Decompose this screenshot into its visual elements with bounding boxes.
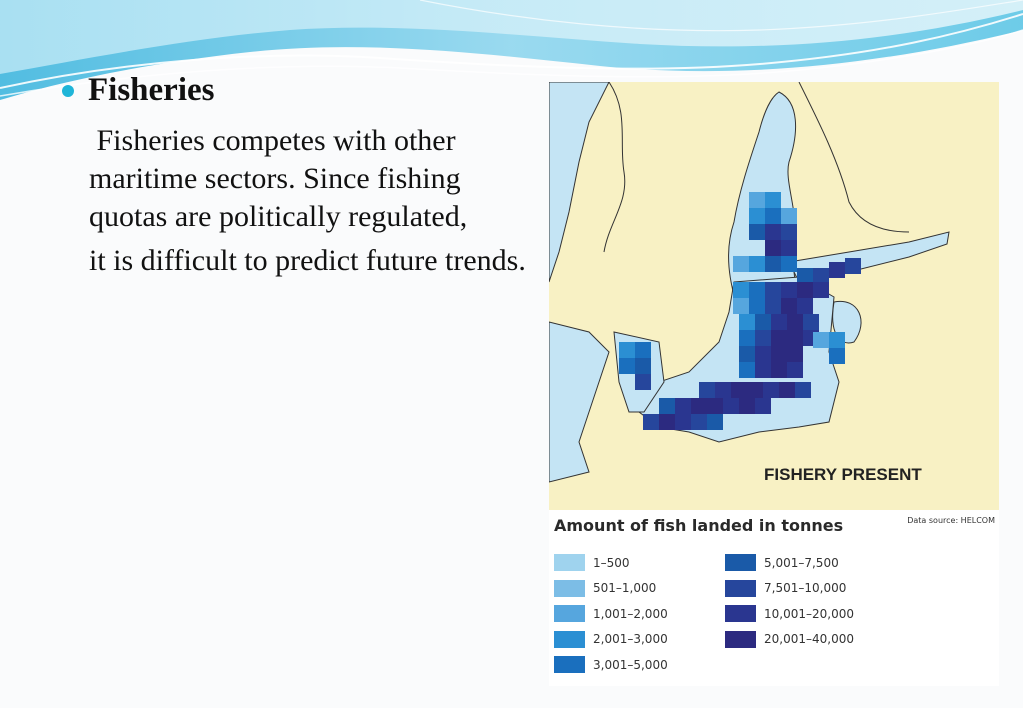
legend-label: 3,001–5,000	[593, 657, 668, 672]
legend-column-left	[554, 550, 668, 678]
fishery-grid-cell	[795, 382, 811, 398]
heading-fisheries: Fisheries	[88, 72, 215, 108]
fishery-grid-cell	[829, 262, 845, 278]
bullet-icon	[62, 85, 74, 97]
legend-item	[554, 550, 668, 576]
fishery-grid-cell	[659, 414, 675, 430]
legend-label: 10,001–20,000	[764, 606, 854, 621]
fishery-grid-cell	[723, 398, 739, 414]
fishery-grid-cell	[749, 208, 765, 224]
legend-item	[725, 576, 854, 602]
fishery-grid-cell	[765, 208, 781, 224]
fishery-grid-cell	[635, 358, 651, 374]
fishery-grid-cell	[755, 398, 771, 414]
text-content	[62, 70, 532, 280]
fishery-grid-cell	[765, 192, 781, 208]
fishery-grid-cell	[781, 240, 797, 256]
fishery-grid-cell	[845, 258, 861, 274]
fishery-grid-cell	[765, 256, 781, 272]
fishery-grid-cell	[739, 398, 755, 414]
fishery-grid-cell	[755, 330, 771, 346]
fishery-grid-cell	[749, 224, 765, 240]
fishery-grid-cell	[787, 346, 803, 362]
fishery-grid-cell	[803, 314, 819, 330]
legend-item	[554, 576, 668, 602]
fishery-grid-cell	[781, 298, 797, 314]
legend-item	[554, 601, 668, 627]
baltic-fishery-map	[549, 82, 999, 510]
paragraph-2: it is difficult to predict future trends.	[89, 244, 526, 277]
fishery-grid-cell	[715, 382, 731, 398]
legend-item	[554, 627, 668, 653]
legend-item	[725, 601, 854, 627]
fishery-grid-cell	[781, 208, 797, 224]
legend-item	[554, 652, 668, 678]
legend-swatch	[725, 554, 756, 571]
fishery-grid-cell	[635, 342, 651, 358]
fishery-grid-cell	[707, 398, 723, 414]
legend-label: 20,001–40,000	[764, 632, 854, 647]
fishery-grid-cell	[765, 298, 781, 314]
fishery-grid-cell	[733, 298, 749, 314]
data-source-label: Data source: HELCOM	[907, 516, 995, 525]
fishery-grid-cell	[787, 314, 803, 330]
legend-swatch	[554, 580, 585, 597]
legend-label: 1–500	[593, 555, 630, 570]
fishery-grid-cell	[739, 330, 755, 346]
legend-swatch	[554, 656, 585, 673]
legend-item	[725, 627, 854, 653]
fishery-grid-cell	[659, 398, 675, 414]
legend-swatch	[554, 631, 585, 648]
map-legend	[549, 512, 999, 686]
paragraph-1: Fisheries competes with other maritime sectors. Since fishing quotas are politically regulated,	[89, 124, 469, 233]
legend-column-right	[725, 550, 854, 652]
fishery-grid-cell	[739, 314, 755, 330]
legend-label: 7,501–10,000	[764, 581, 847, 596]
fishery-grid-cell	[699, 382, 715, 398]
fishery-grid-cell	[781, 282, 797, 298]
fishery-grid-cell	[619, 342, 635, 358]
fishery-grid-cell	[797, 282, 813, 298]
fishery-grid-cell	[755, 362, 771, 378]
legend-swatch	[554, 605, 585, 622]
fishery-grid-cell	[829, 332, 845, 348]
fishery-grid-cell	[635, 374, 651, 390]
fishery-grid-cell	[749, 256, 765, 272]
legend-label: 501–1,000	[593, 581, 657, 596]
fishery-grid-cell	[755, 346, 771, 362]
legend-label: 5,001–7,500	[764, 555, 839, 570]
map-title: FISHERY PRESENT	[764, 465, 922, 484]
fishery-grid-cell	[763, 382, 779, 398]
fishery-grid-cell	[765, 224, 781, 240]
fishery-grid-cell	[749, 282, 765, 298]
fishery-grid-cell	[739, 346, 755, 362]
fishery-grid-cell	[707, 414, 723, 430]
fishery-grid-cell	[691, 398, 707, 414]
fishery-grid-cell	[771, 362, 787, 378]
bullet-heading-row	[62, 70, 532, 110]
fishery-grid-cell	[733, 282, 749, 298]
legend-title: Amount of fish landed in tonnes	[554, 516, 844, 535]
legend-swatch	[554, 554, 585, 571]
fishery-grid-cell	[797, 298, 813, 314]
fishery-grid-cell	[771, 314, 787, 330]
legend-swatch	[725, 580, 756, 597]
fishery-grid-cell	[813, 332, 829, 348]
fishery-grid-cell	[755, 314, 771, 330]
fishery-grid-cell	[691, 414, 707, 430]
fishery-grid-cell	[643, 414, 659, 430]
fishery-grid-cell	[619, 358, 635, 374]
fishery-grid-cell	[797, 268, 813, 284]
fishery-grid-cell	[787, 362, 803, 378]
fishery-grid-cell	[787, 330, 803, 346]
fishery-grid-cell	[813, 282, 829, 298]
fishery-map-figure	[549, 82, 999, 686]
legend-swatch	[725, 605, 756, 622]
legend-swatch	[725, 631, 756, 648]
fishery-grid-cell	[765, 282, 781, 298]
fishery-grid-cell	[813, 268, 829, 284]
fishery-grid-cell	[749, 298, 765, 314]
legend-label: 1,001–2,000	[593, 606, 668, 621]
fishery-grid-cell	[781, 256, 797, 272]
legend-label: 2,001–3,000	[593, 632, 668, 647]
fishery-grid-cell	[779, 382, 795, 398]
fishery-grid-cell	[675, 414, 691, 430]
fishery-grid-cell	[771, 346, 787, 362]
legend-item	[725, 550, 854, 576]
fishery-grid-cell	[781, 224, 797, 240]
fishery-grid-cell	[829, 348, 845, 364]
fishery-grid-cell	[731, 382, 747, 398]
fishery-grid-cell	[733, 256, 749, 272]
fishery-grid-cell	[771, 330, 787, 346]
fishery-grid-cell	[675, 398, 691, 414]
fishery-grid-cell	[765, 240, 781, 256]
fishery-grid-cell	[747, 382, 763, 398]
fishery-grid-cell	[749, 192, 765, 208]
fishery-grid-cell	[739, 362, 755, 378]
